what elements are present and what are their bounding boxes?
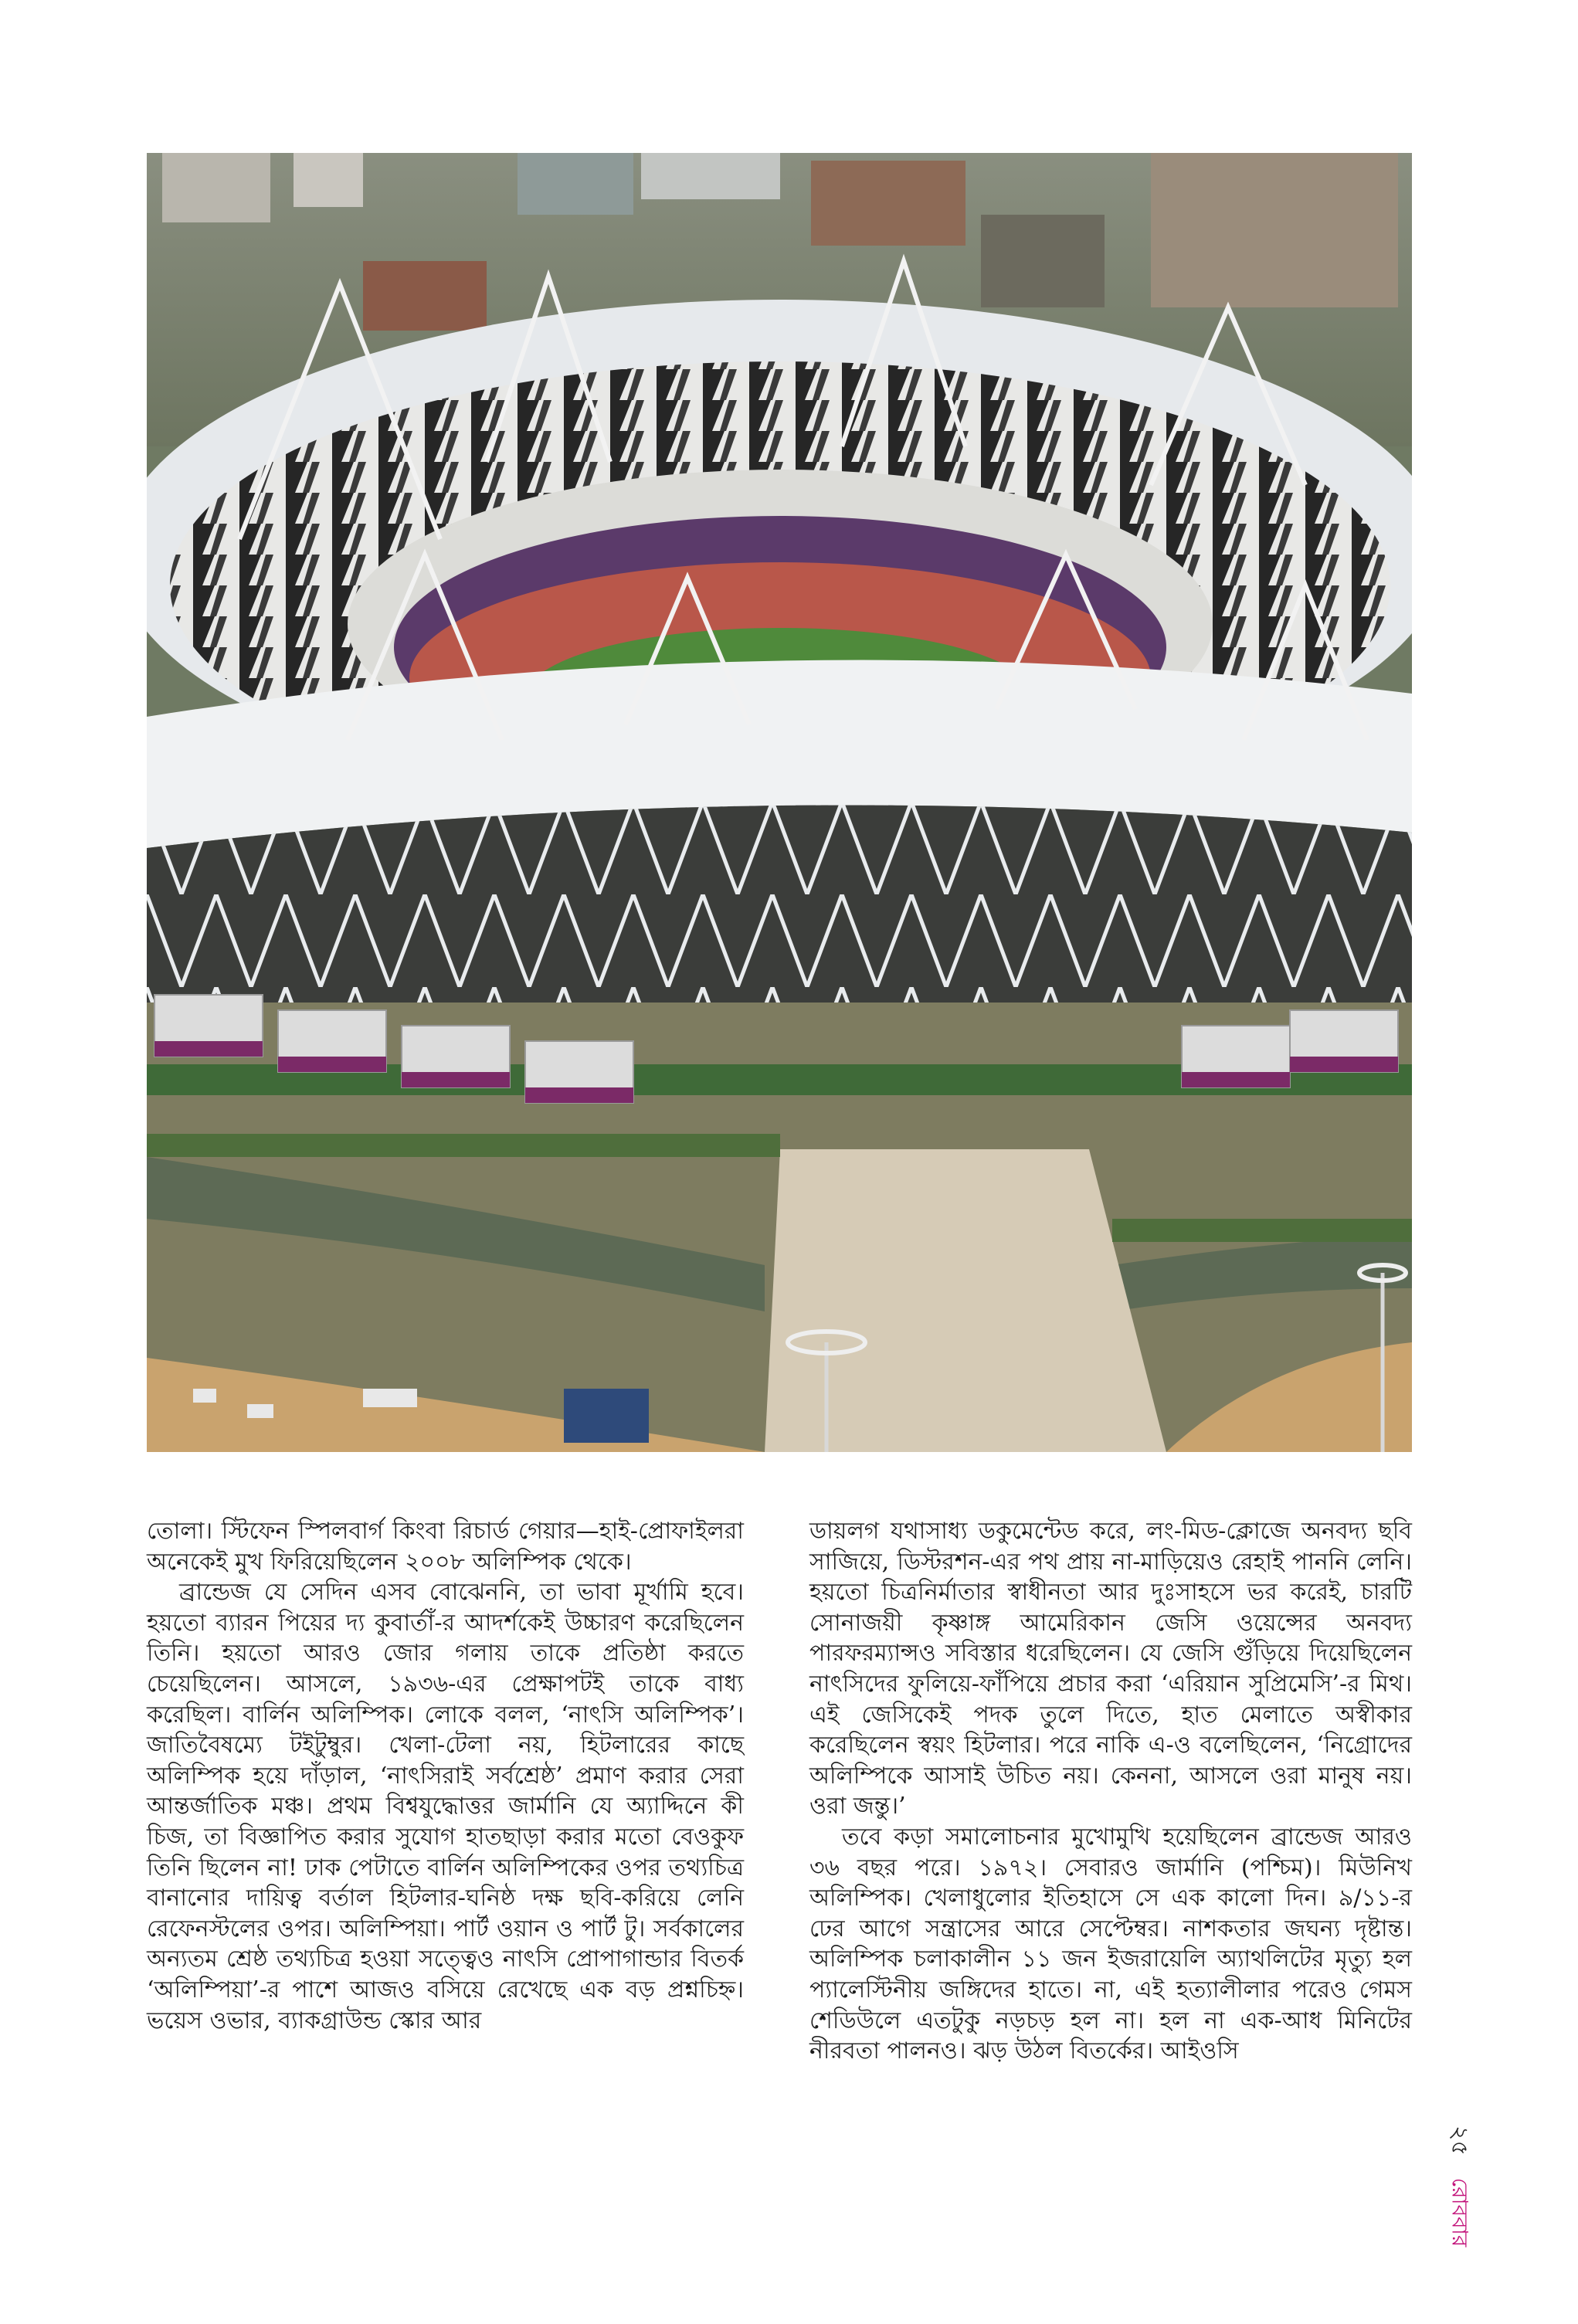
article-column-right [809,1516,1412,2067]
magazine-name-text: রোববার [1447,2177,1473,2247]
article-paragraph: ডায়লগ যথাসাধ্য ডকুমেন্টেড করে, লং-মিড-ক্লোজে অনবদ্য ছবি সাজিয়ে, ডিস্টরশন-এর পথ প্রায় না-মাড়িয়েও রেহাই পাননি লেনি। হয়তো চিত্রনির্মাতার স্বাধীনতা আর দুঃসাহসে ভর করেই, চারটি সোনাজয়ী কৃষ্ণাঙ্গ আমেরিকান জেসি ওয়েন্সের অনবদ্য পারফরম্যান্সও সবিস্তার ধরেছিলেন। যে জেসি গুঁড়িয়ে দিয়েছিলেন নাৎসিদের ফুলিয়ে-ফাঁপিয়ে প্রচার করা ‘এরিয়ান সুপ্রিমেসি’-র মিথ। এই জেসিকেই পদক তুলে দিতে, হাত মেলাতে অস্বীকার করেছিলেন স্বয়ং হিটলার। পরে নাকি এ-ও বলেছিলেন, ‘নিগ্রোদের অলিম্পিকে আসাই উচিত নয়। কেননা, আসলে ওরা মানুষ নয়। ওরা জন্তু।’ [809,1518,1412,1820]
article-paragraph: তবে কড়া সমালোচনার মুখোমুখি হয়েছিলেন ব্রান্ডেজ আরও ৩৬ বছর পরে। ১৯৭২। সেবারও জার্মানি (পশ্চিম)। মিউনিখ অলিম্পিক। খেলাধুলোর ইতিহাসে সে এক কালো দিন। ৯/১১-র ঢের আগে সন্ত্রাসের আরে সেপ্টেম্বর। নাশকতার জঘন্য দৃষ্টান্ত। অলিম্পিক চলাকালীন ১১ জন ইজরায়েলি অ্যাথলিটের মৃত্যু হল প্যালেস্টিনীয় জঙ্গিদের হাতে। না, এই হত্যালীলার পরেও গেমস শেডিউলে এতটুকু নড়চড় হল না। হল না এক-আধ মিনিটের নীরবতা পালনও। ঝড় উঠল বিতর্কের। আইওসি [809,1823,1412,2065]
article-paragraph: তোলা। স্টিফেন স্পিলবার্গ কিংবা রিচার্ড গেয়ার—হাই-প্রোফাইলরা অনেকেই মুখ ফিরিয়েছিলেন ২০০৮ অলিম্পিক থেকে। [147,1518,744,1576]
stadium-photo [147,153,1412,1452]
page-number [1435,2120,1481,2160]
article-paragraph: ব্রান্ডেজ যে সেদিন এসব বোঝেননি, তা ভাবা মূর্খামি হবে। হয়তো ব্যারন পিয়ের দ্য কুবার্তাঁ-র আদর্শকেই উচ্চারণ করেছিলেন তিনি। হয়তো আরও জোর গলায় তাকে প্রতিষ্ঠা করতে চেয়েছিলেন। আসলে, ১৯৩৬-এর প্রেক্ষাপটই তাকে বাধ্য করেছিল। বার্লিন অলিম্পিক। লোকে বলল, ‘নাৎসি অলিম্পিক’। জাতিবৈষম্যে টইটুম্বুর। খেলা-টেলা নয়, হিটলারের কাছে অলিম্পিক হয়ে দাঁড়াল, ‘নাৎসিরাই সর্বশ্রেষ্ঠ’ প্রমাণ করার সেরা আন্তর্জাতিক মঞ্চ। প্রথম বিশ্বযুদ্ধোত্তর জার্মানি যে অ্যাদ্দিনে কী চিজ, তা বিজ্ঞাপিত করার সুযোগ হাতছাড়া করার মতো বেওকুফ তিনি ছিলেন না! ঢাক পেটাতে বার্লিন অলিম্পিকের ওপর তথ্যচিত্র বানানোর দায়িত্ব বর্তাল হিটলার-ঘনিষ্ঠ দক্ষ ছবি-করিয়ে লেনি রেফেনস্টলের ওপর। অলিম্পিয়া। পার্ট ওয়ান ও পার্ট টু। সর্বকালের অন্যতম শ্রেষ্ঠ তথ্যচিত্র হওয়া সত্ত্বেও নাৎসি প্রোপাগান্ডার বিতর্ক ‘অলিম্পিয়া’-র পাশে আজও বসিয়ে রেখেছে এক বড় প্রশ্নচিহ্ন। ভয়েস ওভার, ব্যাকগ্রাউন্ড স্কোর আর [147,1579,744,2034]
page-number-text: ২৫ [1445,2125,1473,2156]
page-footer [1435,2120,1481,2259]
stadium-aerial-image [147,153,1412,1452]
article-column-left [147,1516,744,2036]
magazine-name [1404,2170,1512,2254]
